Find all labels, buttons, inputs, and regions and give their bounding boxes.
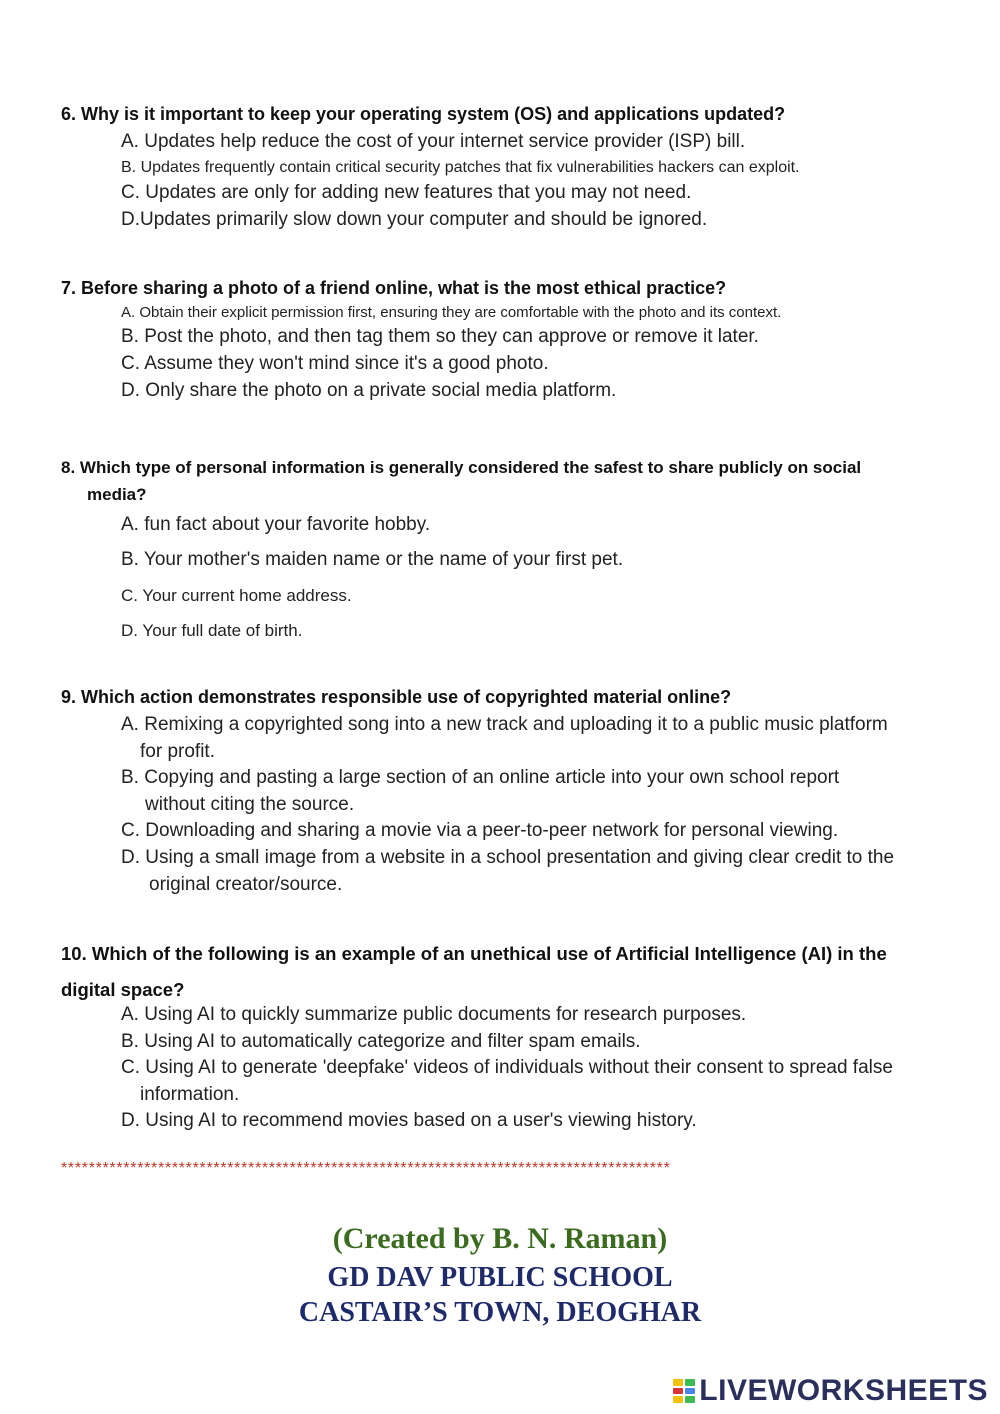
q9-option-c: C. Downloading and sharing a movie via a peer-to-peer network for personal viewing. — [121, 820, 839, 841]
question-8 — [61, 454, 960, 508]
question-10-text-line2: digital space? — [61, 979, 185, 1000]
q6-option-c: C. Updates are only for adding new features that you may not need. — [121, 182, 692, 203]
question-7 — [61, 275, 960, 302]
logo-text: LIVEWORKSHEETS — [699, 1374, 988, 1407]
school-location: CASTAIR’S TOWN, DEOGHAR — [298, 1297, 702, 1328]
q8-option-c: C. Your current home address. — [121, 586, 352, 605]
q10-option-a: A. Using AI to quickly summarize public documents for research purposes. — [121, 1004, 747, 1025]
school-name: GD DAV PUBLIC SCHOOL — [327, 1262, 673, 1293]
q10-option-c-cont: information. — [140, 1084, 240, 1105]
q6-option-b: B. Updates frequently contain critical security patches that fix vulnerabilities hackers can exploit. — [121, 159, 800, 176]
question-8-text-line2: media? — [87, 485, 147, 504]
q8-option-d: D. Your full date of birth. — [121, 621, 303, 640]
question-9 — [61, 684, 960, 711]
q6-option-a: A. Updates help reduce the cost of your internet service provider (ISP) bill. — [121, 131, 746, 152]
question-10-text-line1: 10. Which of the following is an example of an unethical use of Artificial Intelligence (AI) in the — [61, 943, 887, 964]
star-divider: **************************************************************************************** — [61, 1160, 671, 1177]
q7-option-d: D. Only share the photo on a private social media platform. — [121, 380, 617, 401]
q9-option-b: B. Copying and pasting a large section of an online article into your own school report — [121, 767, 840, 788]
q8-option-a: A. fun fact about your favorite hobby. — [121, 514, 431, 535]
question-9-text: 9. Which action demonstrates responsible use of copyrighted material online? — [61, 687, 732, 707]
liveworksheets-logo — [673, 1374, 988, 1408]
q10-option-b: B. Using AI to automatically categorize and filter spam emails. — [121, 1031, 641, 1052]
q7-option-b: B. Post the photo, and then tag them so they can approve or remove it later. — [121, 326, 759, 347]
q10-option-c: C. Using AI to generate 'deepfake' videos of individuals without their consent to spread false — [121, 1057, 893, 1078]
author-credit: (Created by B. N. Raman) — [332, 1222, 668, 1255]
q10-option-d: D. Using AI to recommend movies based on a user's viewing history. — [121, 1110, 697, 1131]
q9-option-a: A. Remixing a copyrighted song into a new track and uploading it to a public music platform — [121, 714, 888, 735]
q7-option-a: A. Obtain their explicit permission first, ensuring they are comfortable with the photo and its context. — [121, 304, 782, 321]
q9-option-a-cont: for profit. — [140, 741, 215, 762]
q9-option-d: D. Using a small image from a website in a school presentation and giving clear credit to the — [121, 847, 895, 868]
question-6-text: 6. Why is it important to keep your operating system (OS) and applications updated? — [61, 104, 786, 124]
question-8-text-line1: 8. Which type of personal information is generally considered the safest to share publicly on social — [61, 458, 862, 477]
liveworksheets-mark-icon — [673, 1379, 695, 1403]
question-7-text: 7. Before sharing a photo of a friend online, what is the most ethical practice? — [61, 278, 727, 298]
q8-option-b: B. Your mother's maiden name or the name of your first pet. — [121, 549, 624, 570]
question-10 — [61, 940, 960, 1003]
q7-option-c: C. Assume they won't mind since it's a good photo. — [121, 353, 549, 374]
q9-option-d-cont: original creator/source. — [149, 874, 343, 895]
question-6 — [61, 101, 960, 128]
q9-option-b-cont: without citing the source. — [145, 794, 355, 815]
q6-option-d: D.Updates primarily slow down your computer and should be ignored. — [121, 209, 708, 230]
